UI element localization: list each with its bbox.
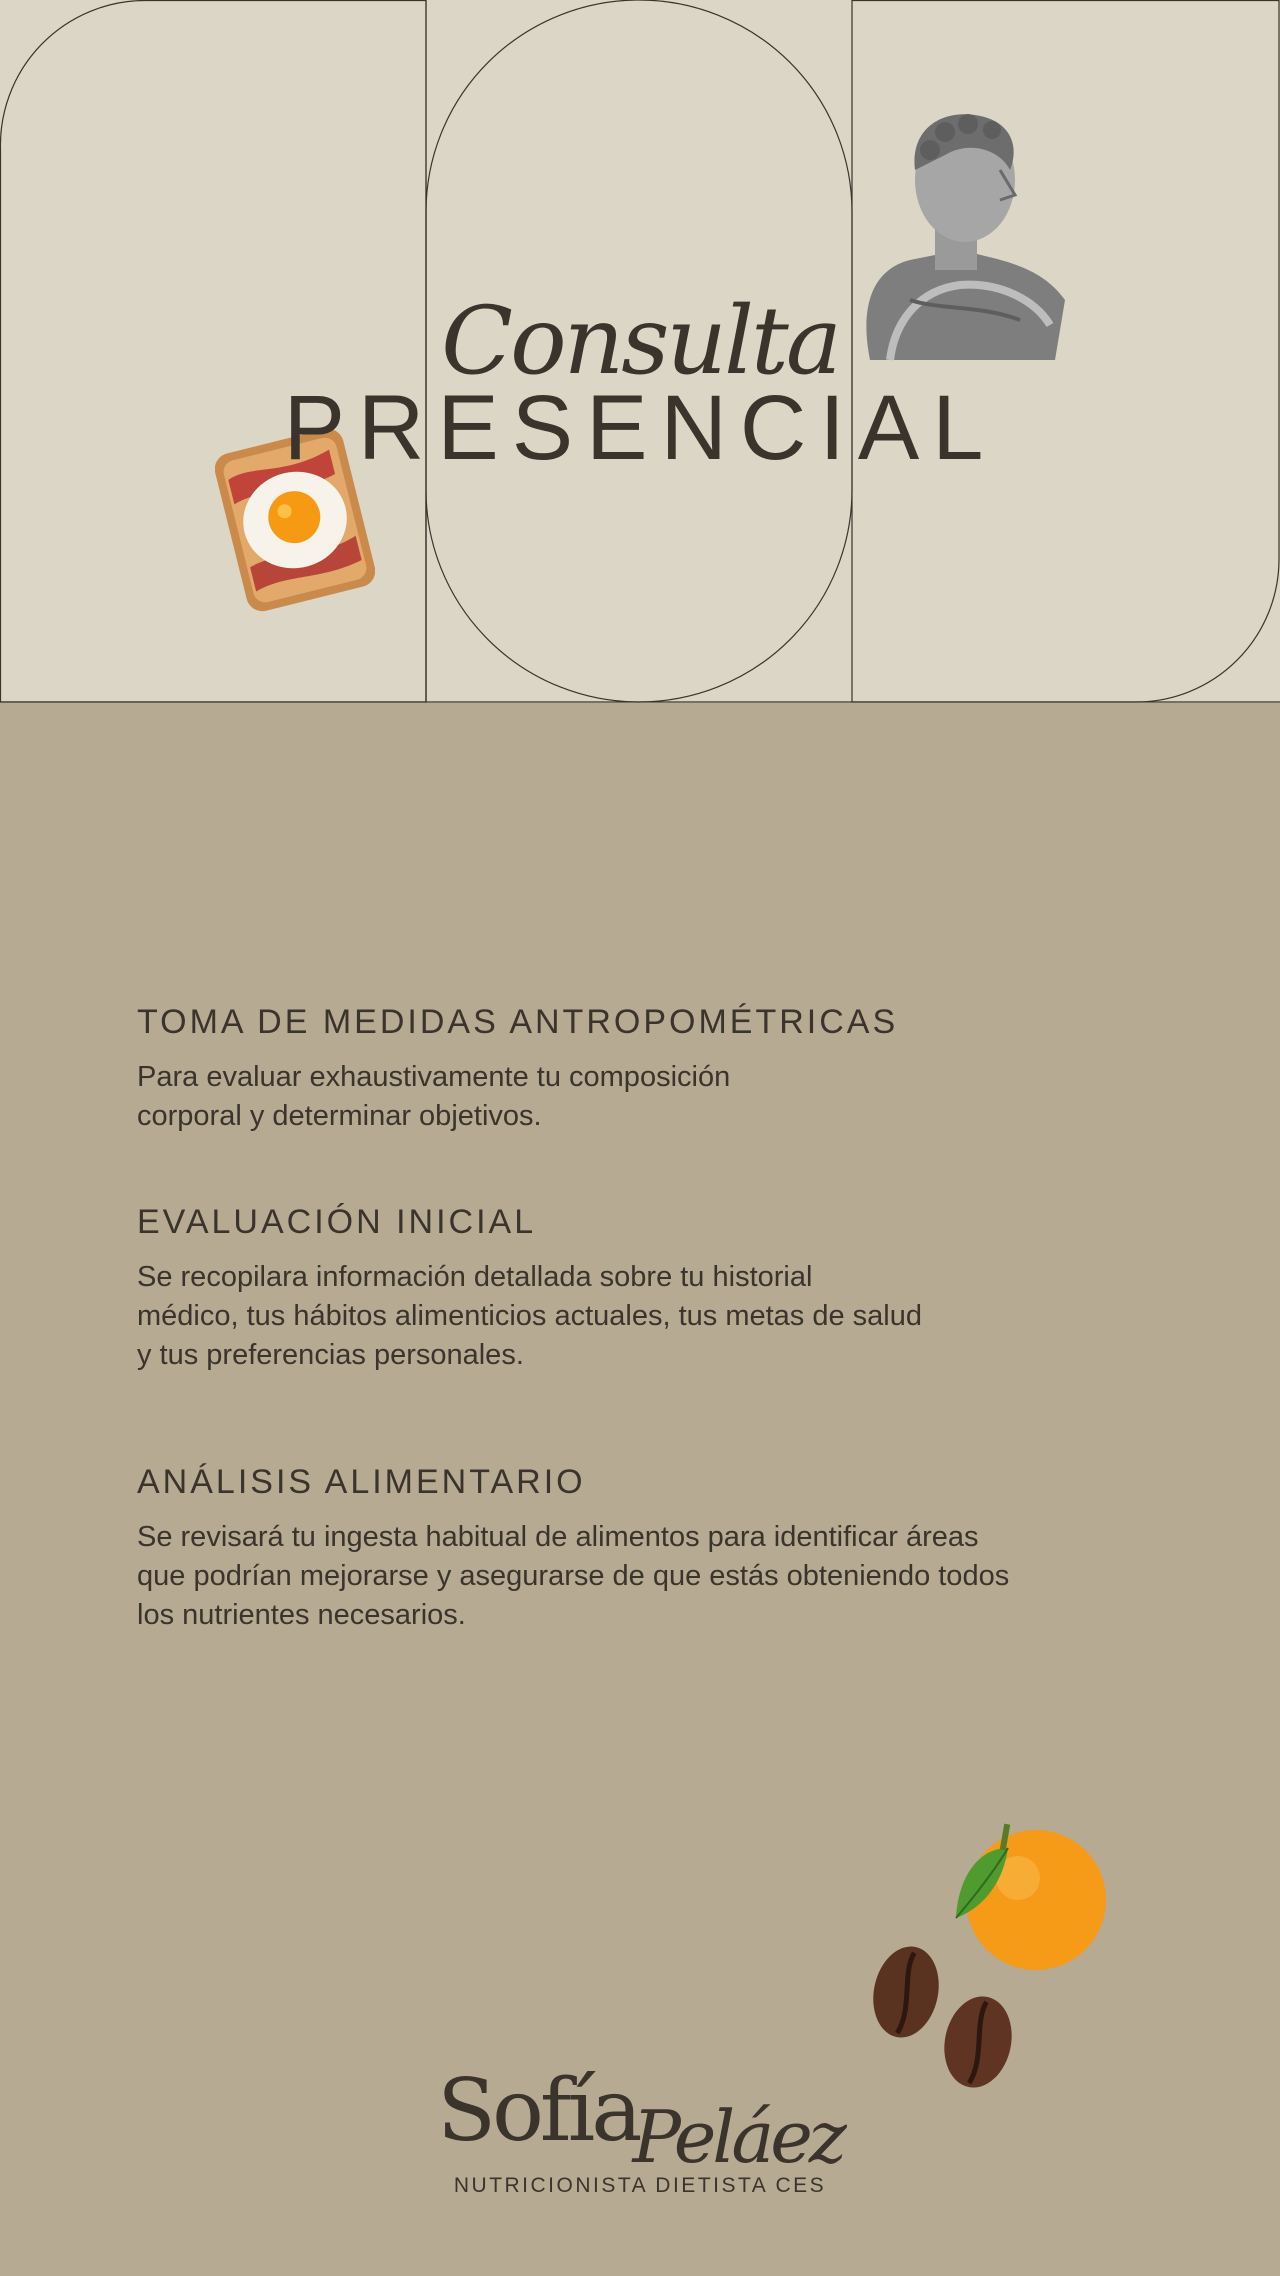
description-line: médico, tus hábitos alimenticios actuales, tus metas de salud <box>137 1300 923 1332</box>
service-description <box>137 1058 1147 1136</box>
logo-first-name: Sofía <box>437 2061 639 2161</box>
service-initial-evaluation <box>137 1203 1147 1375</box>
service-description <box>137 1518 1147 1635</box>
service-heading: EVALUACIÓN INICIAL <box>137 1203 537 1241</box>
description-line: Se revisará tu ingesta habitual de alimentos para identificar áreas <box>137 1521 979 1553</box>
service-description <box>137 1258 1147 1375</box>
description-line: los nutrientes necesarios. <box>137 1599 466 1631</box>
title-main: PRESENCIAL <box>283 377 997 479</box>
brand-logo <box>0 2061 1280 2198</box>
service-heading: ANÁLISIS ALIMENTARIO <box>137 1463 586 1501</box>
logo-wordmark <box>437 2061 843 2179</box>
logo-subtitle: NUTRICIONISTA DIETISTA CES <box>453 2174 827 2197</box>
service-anthropometric <box>137 1003 1147 1136</box>
description-line: Se recopilara información detallada sobre tu historial <box>137 1261 813 1293</box>
service-heading: TOMA DE MEDIDAS ANTROPOMÉTRICAS <box>137 1003 899 1041</box>
description-line: que podrían mejorarse y asegurarse de que estás obteniendo todos <box>137 1560 1010 1592</box>
logo-last-name: Peláez <box>632 2095 843 2179</box>
description-line: corporal y determinar objetivos. <box>137 1100 542 1132</box>
service-food-analysis <box>137 1463 1147 1635</box>
hero-banner <box>0 0 1280 703</box>
title-script: Consulta <box>441 287 839 396</box>
description-line: y tus preferencias personales. <box>137 1339 524 1371</box>
description-line: Para evaluar exhaustivamente tu composición <box>137 1061 731 1093</box>
